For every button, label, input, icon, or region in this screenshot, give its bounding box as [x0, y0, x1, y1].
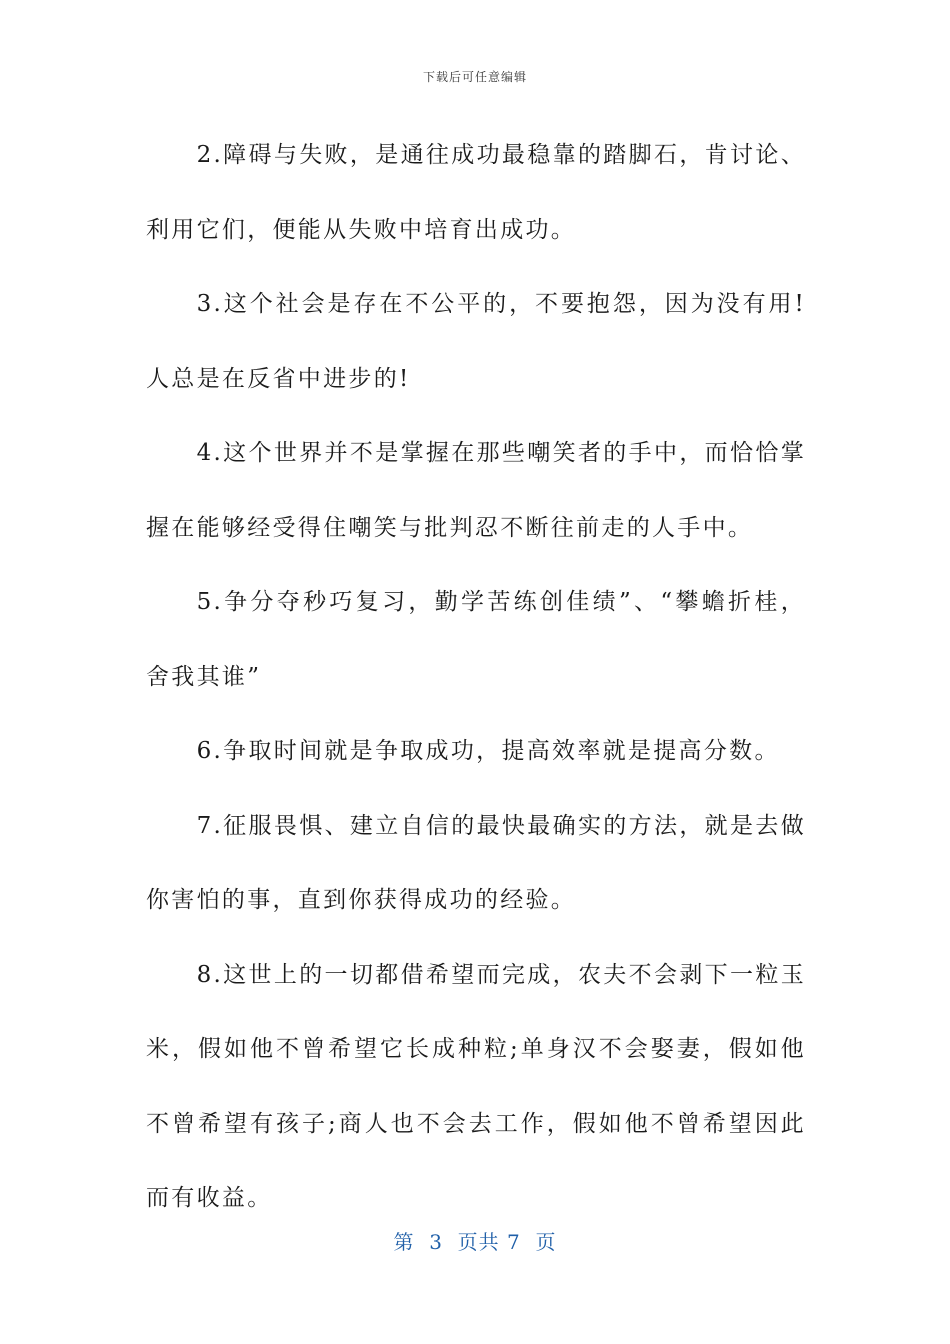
paragraph-8: 8.这世上的一切都借希望而完成，农夫不会剥下一粒玉米，假如他不曾希望它长成种粒;单身汉不会娶妻，假如他不曾希望有孩子;商人也不会去工作，假如他不曾希望因此而有收益。: [146, 961, 806, 1211]
paragraph-5: 5.争分夺秒巧复习，勤学苦练创佳绩”、“攀蟾折桂，舍我其谁”: [146, 589, 806, 690]
paragraph-6: 6.争取时间就是争取成功，提高效率就是提高分数。: [196, 738, 780, 764]
paragraph-2: 2.障碍与失败，是通往成功最稳靠的踏脚石，肯讨论、利用它们，便能从失败中培育出成功。: [146, 142, 806, 243]
paragraph-7: 7.征服畏惧、建立自信的最快最确实的方法，就是去做你害怕的事，直到你获得成功的经验。: [146, 812, 806, 913]
paragraph-3: 3.这个社会是存在不公平的，不要抱怨，因为没有用!人总是在反省中进步的!: [146, 291, 806, 392]
paragraph-4: 4.这个世界并不是掌握在那些嘲笑者的手中，而恰恰掌握在能够经受得住嘲笑与批判忍不断往前走的人手中。: [146, 440, 806, 541]
document-body: [146, 118, 806, 1236]
page-header: 下载后可任意编辑: [422, 70, 527, 84]
page-number-footer: 第 3 页共 7 页: [393, 1230, 557, 1254]
